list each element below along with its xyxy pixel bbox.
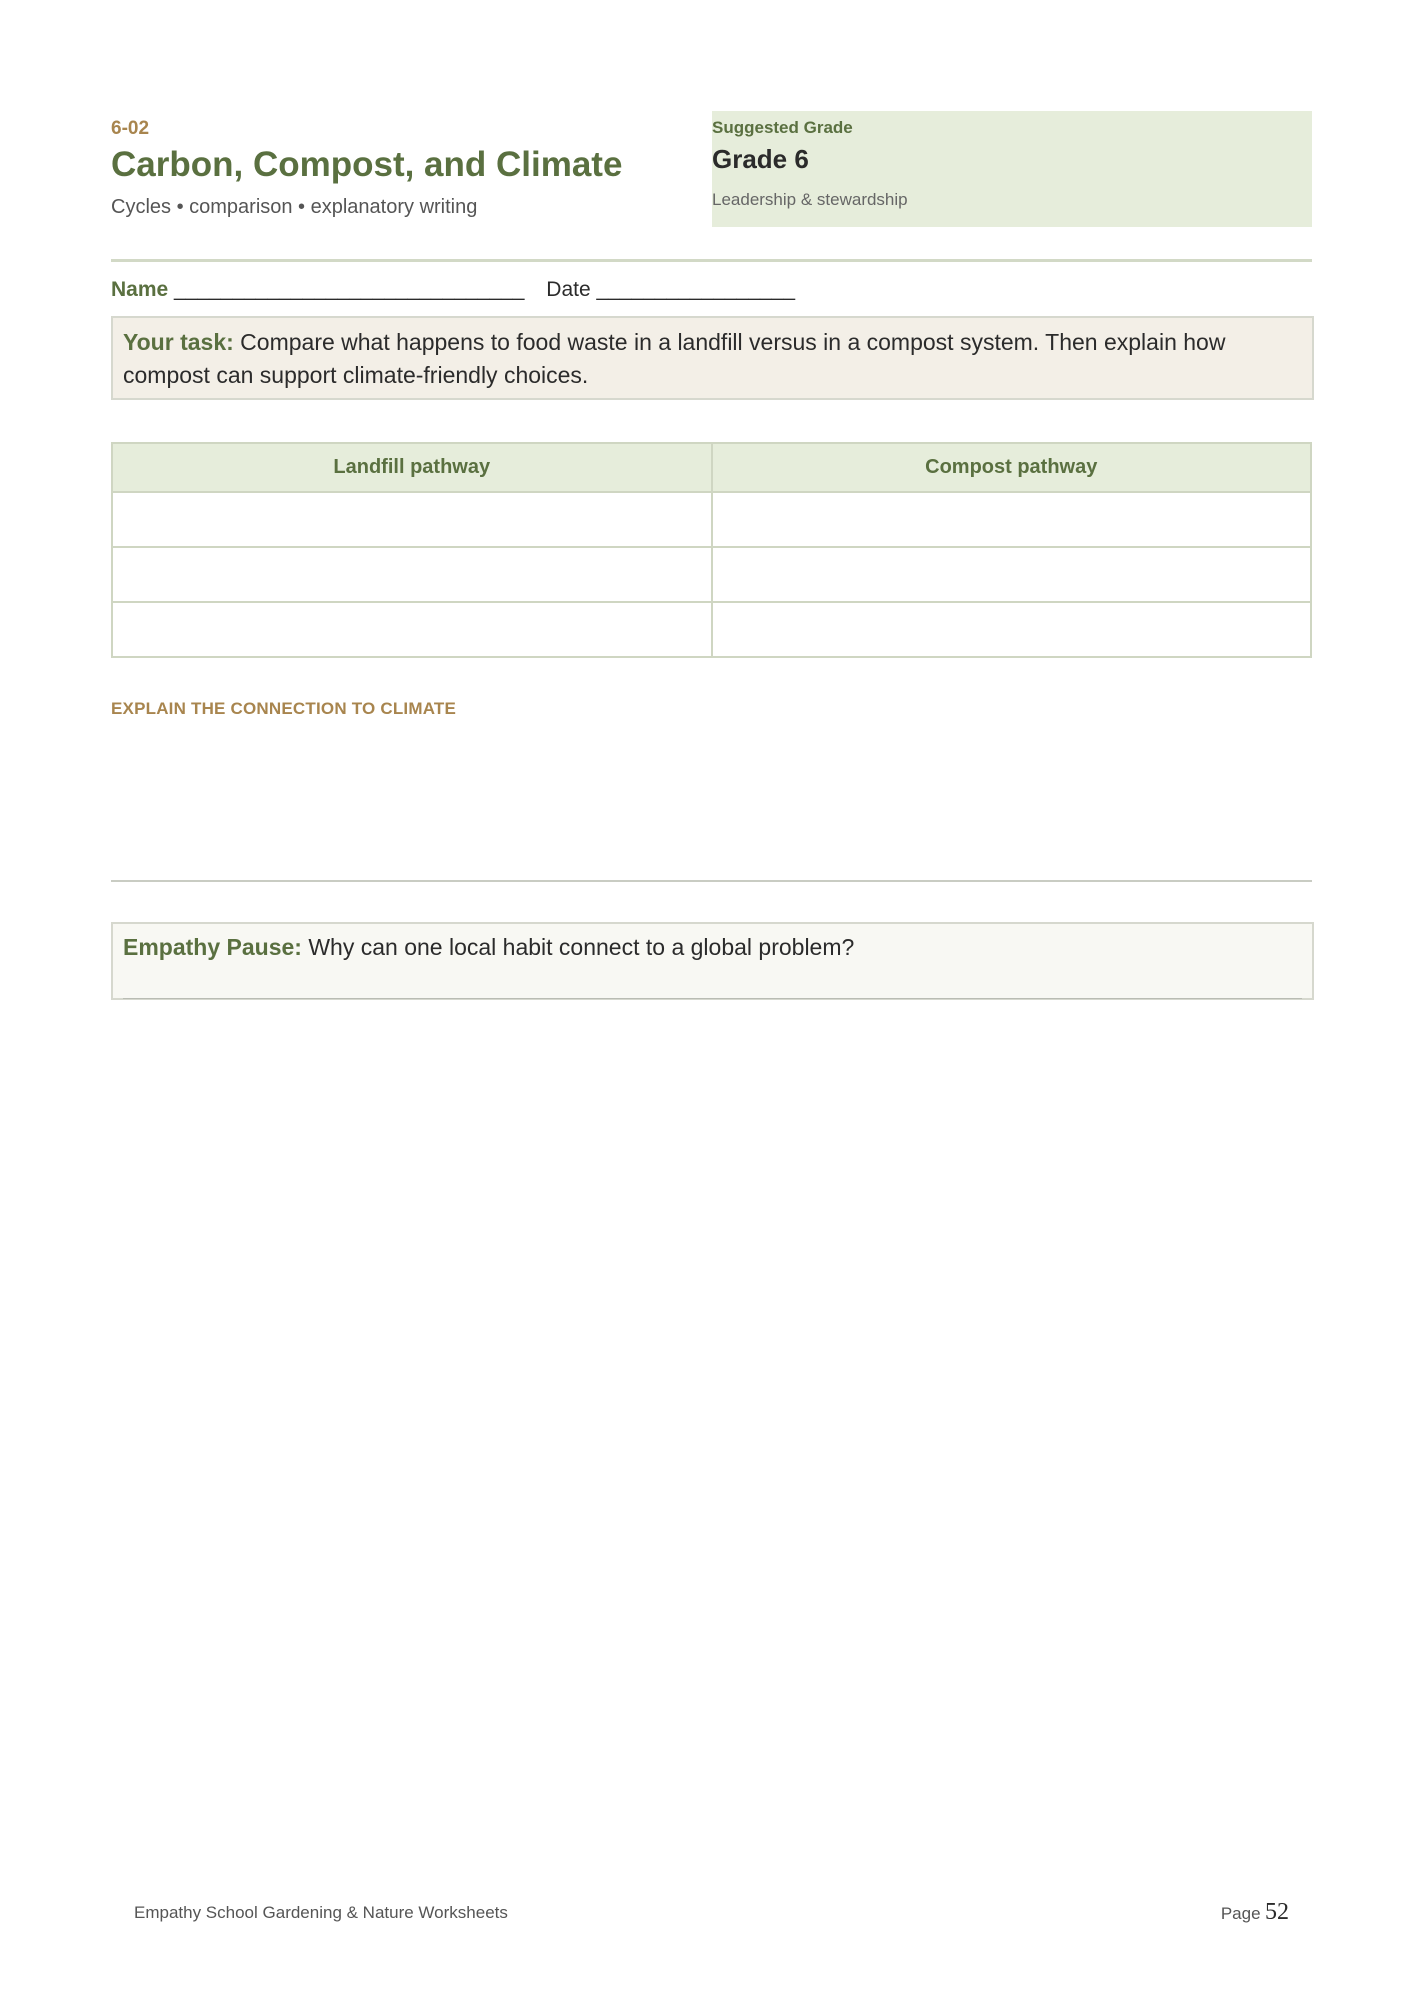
grade-value: Grade 6 xyxy=(712,144,809,174)
table-cell[interactable] xyxy=(712,492,1312,547)
footer-page xyxy=(1221,1899,1289,1926)
worksheet-subtitle: Cycles • comparison • explanatory writing xyxy=(111,196,478,218)
worksheet-code: 6-02 xyxy=(111,118,150,139)
task-label: Your task: xyxy=(123,329,234,355)
task-box xyxy=(111,316,1314,400)
table-header-landfill: Landfill pathway xyxy=(112,443,712,492)
name-label: Name xyxy=(111,278,169,301)
table-row xyxy=(112,602,1311,657)
table-row xyxy=(112,547,1311,602)
empathy-pause-label: Empathy Pause: xyxy=(123,934,302,960)
table-row xyxy=(112,492,1311,547)
table-header-compost: Compost pathway xyxy=(712,443,1312,492)
student-info-line xyxy=(111,278,795,302)
empathy-pause-answer-line[interactable] xyxy=(123,998,1302,999)
empathy-pause-question: Why can one local habit connect to a global problem? xyxy=(308,934,855,960)
grade-note: Leadership & stewardship xyxy=(712,190,908,209)
table-cell[interactable] xyxy=(112,492,712,547)
footer-series-title: Empathy School Gardening & Nature Worksheets xyxy=(134,1903,508,1922)
explain-section-heading: EXPLAIN THE CONNECTION TO CLIMATE xyxy=(111,699,457,718)
table-cell[interactable] xyxy=(112,602,712,657)
explain-writing-area[interactable] xyxy=(111,730,1312,880)
table-cell[interactable] xyxy=(112,547,712,602)
empathy-pause-box xyxy=(111,922,1314,1000)
page-number: 52 xyxy=(1265,1899,1289,1925)
worksheet-page xyxy=(111,0,1312,2000)
name-field[interactable]: ______________________________ xyxy=(174,278,525,301)
date-field[interactable]: _________________ xyxy=(596,278,796,301)
comparison-table xyxy=(111,442,1312,658)
task-text: Compare what happens to food waste in a landfill versus in a compost system. Then explain how compost can support climate-friendly choices. xyxy=(123,329,1226,388)
date-label: Date xyxy=(546,278,591,301)
grade-label: Suggested Grade xyxy=(712,118,853,137)
page-word: Page xyxy=(1220,1904,1261,1923)
table-cell[interactable] xyxy=(712,547,1312,602)
header-divider xyxy=(111,259,1312,262)
table-cell[interactable] xyxy=(712,602,1312,657)
worksheet-title: Carbon, Compost, and Climate xyxy=(111,145,623,184)
writing-line xyxy=(111,880,1312,882)
